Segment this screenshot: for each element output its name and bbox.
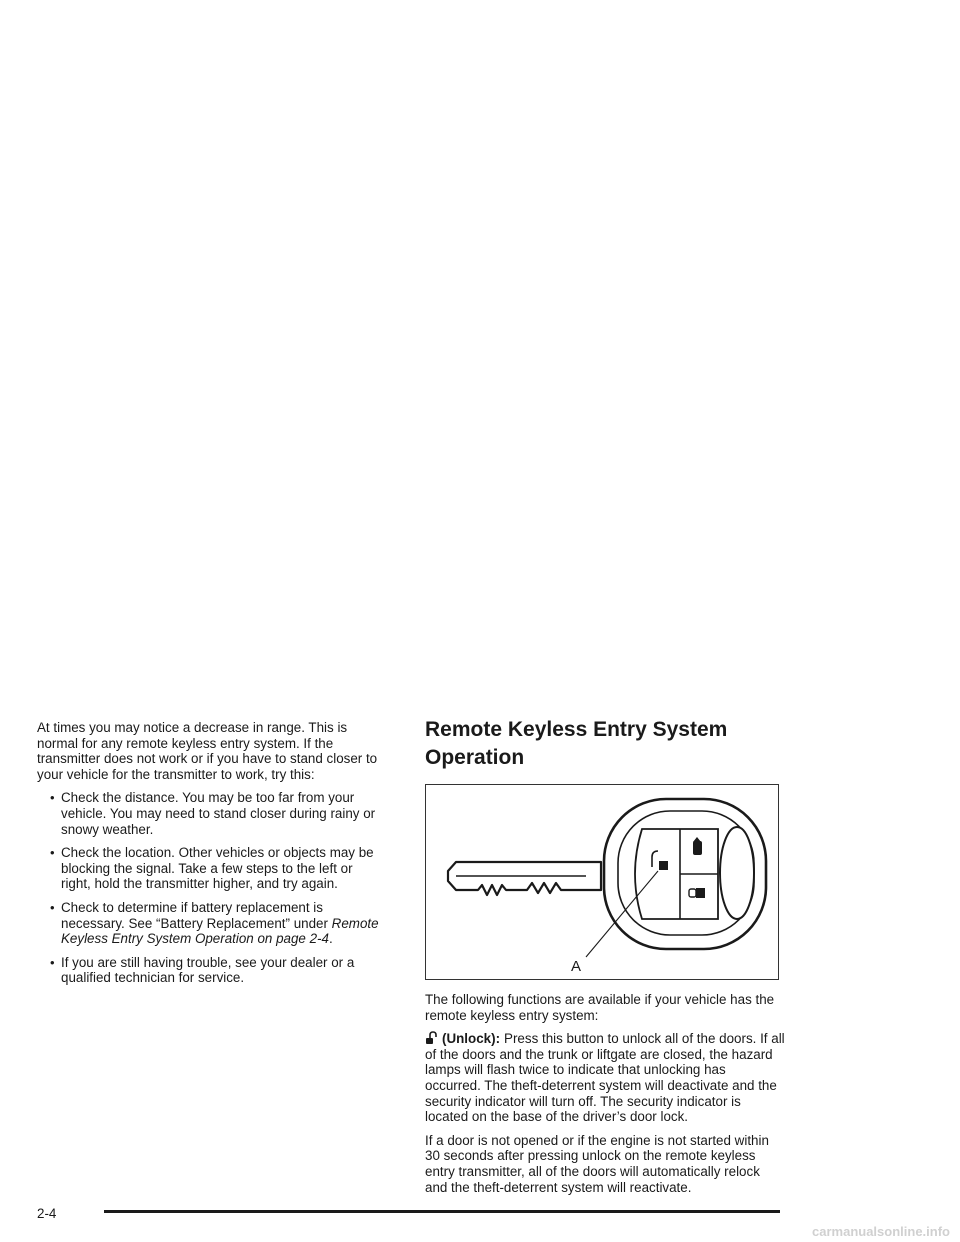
range-intro-paragraph: At times you may notice a decrease in range. This is normal for any remote keyless entry system. If the transmitter does not work or if you have to stand closer to your vehicle for the transmitter to work, try this:	[37, 720, 378, 782]
callout-label-a: A	[571, 958, 582, 975]
bullet-icon: •	[50, 954, 55, 970]
section-heading: Remote Keyless Entry System Operation	[425, 718, 728, 769]
right-column	[425, 716, 785, 1195]
unlock-text: Press this button to unlock all of the doors. If all of the doors and the trunk or liftgate are closed, the hazard lamps will flash twice to indicate that unlocking has occurred. The theft-deterrent system will deactivate and the security indicator will turn off. The security indicator is located on the base of the driver’s door lock.	[425, 1031, 785, 1125]
key-fob-drawing	[426, 785, 778, 979]
key-fob-illustration	[425, 784, 779, 980]
list-item-text-end: .	[328, 931, 333, 947]
list-item	[37, 790, 382, 837]
unlock-icon	[425, 1031, 439, 1045]
list-item-text: If you are still having trouble, see your dealer or a qualified technician for service.	[61, 954, 355, 986]
list-item	[37, 900, 382, 947]
unlock-term: (Unlock):	[442, 1031, 501, 1047]
watermark: carmanualsonline.info	[812, 1224, 950, 1239]
list-item	[37, 955, 382, 986]
list-item-text: Check the location. Other vehicles or objects may be blocking the signal. Take a few steps to the left or right, hold the transmitter higher, and try again.	[61, 845, 374, 892]
functions-intro-paragraph: The following functions are available if your vehicle has the remote keyless entry system:	[425, 992, 775, 1023]
unlock-description	[425, 1031, 785, 1125]
bullet-icon: •	[50, 845, 55, 861]
cross-reference-link[interactable]: Remote Keyless Entry System Operation on page 2-4	[61, 915, 379, 947]
bullet-icon: •	[50, 790, 55, 806]
relock-paragraph: If a door is not opened or if the engine is not started within 30 seconds after pressing unlock on the remote keyless entry transmitter, all of the doors will automatically relock and the theft-deterrent system will reactivate.	[425, 1132, 769, 1195]
page-number: 2-4	[37, 1206, 57, 1221]
troubleshooting-list	[37, 790, 382, 986]
list-item-text: Check to determine if battery replacement is necessary. See “Battery Replacement” under	[61, 899, 332, 931]
list-item	[37, 845, 382, 892]
list-item-text: Check the distance. You may be too far from your vehicle. You may need to stand closer during rainy or snowy weather.	[61, 790, 376, 837]
footer-rule	[104, 1210, 780, 1213]
left-column	[37, 720, 382, 994]
bullet-icon: •	[50, 899, 55, 915]
